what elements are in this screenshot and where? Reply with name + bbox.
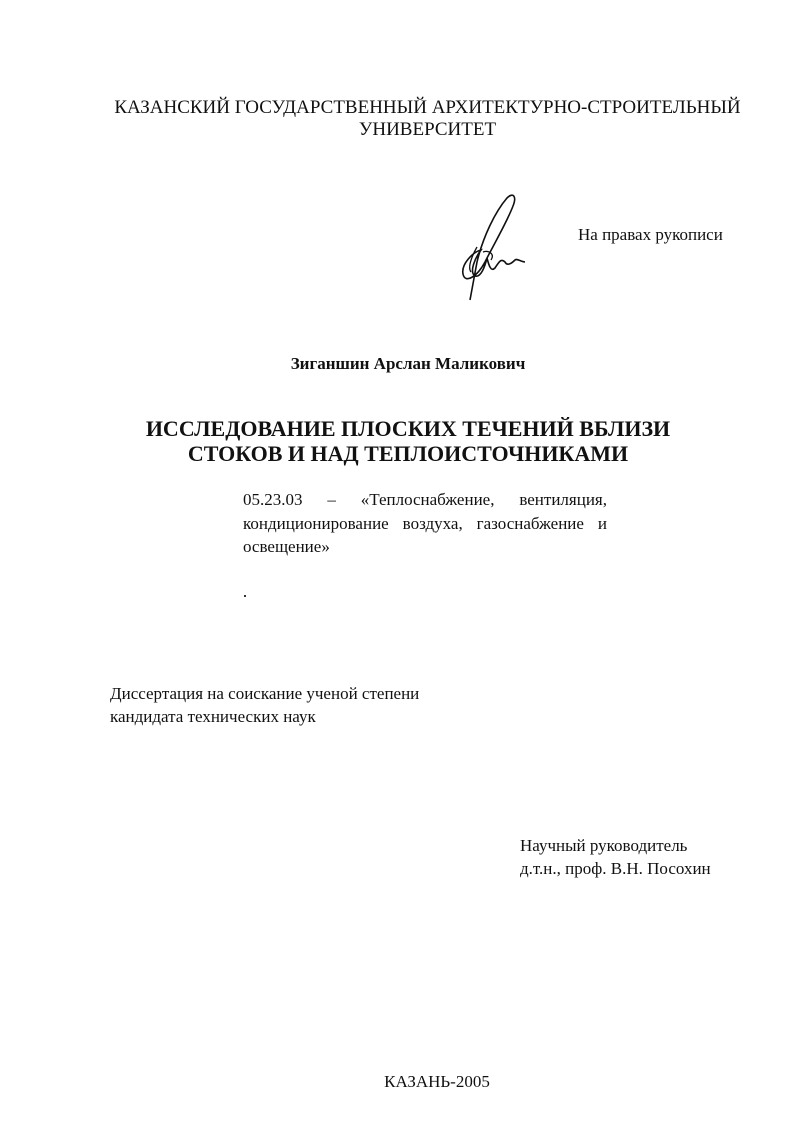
- university-name-line2: УНИВЕРСИТЕТ: [358, 119, 497, 140]
- manuscript-note: На правах рукописи: [578, 225, 723, 244]
- degree-line2: кандидата технических наук: [110, 707, 316, 726]
- university-name-line1: КАЗАНСКИЙ ГОСУДАРСТВЕННЫЙ АРХИТЕКТУРНО-СТРОИТЕЛЬНЫЙ: [114, 97, 741, 118]
- supervisor-label: Научный руководитель: [520, 836, 688, 855]
- signature: [455, 192, 535, 302]
- scan-speck: [244, 595, 246, 597]
- degree-statement: [110, 682, 419, 728]
- degree-line1: Диссертация на соискание ученой степени: [110, 684, 420, 703]
- city-year: КАЗАНЬ-2005: [384, 1072, 490, 1091]
- supervisor-block: [520, 834, 711, 880]
- author-name: Зиганшин Арслан Маликович: [290, 354, 526, 373]
- specialty-code: 05.23.03 – «Теплоснабжение, вентиляция, кондиционирование воздуха, газоснабжение и освещение»: [243, 490, 607, 556]
- thesis-title-line1: ИССЛЕДОВАНИЕ ПЛОСКИХ ТЕЧЕНИЙ ВБЛИЗИ: [145, 416, 671, 441]
- thesis-title-line2: СТОКОВ И НАД ТЕПЛОИСТОЧНИКАМИ: [187, 441, 629, 466]
- supervisor-name: д.т.н., проф. В.Н. Посохин: [520, 859, 711, 878]
